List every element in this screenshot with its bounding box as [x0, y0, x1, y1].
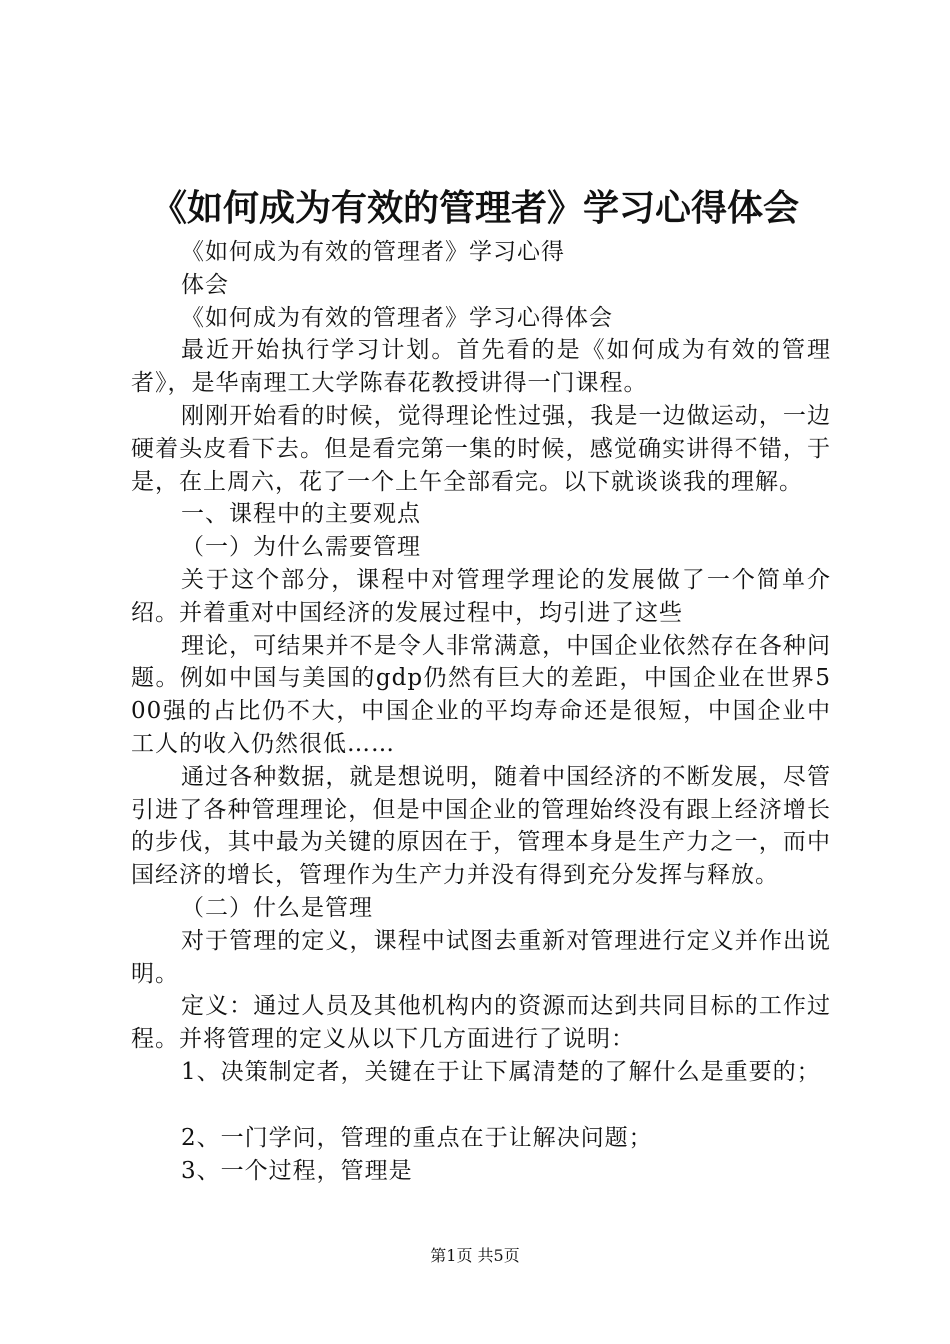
subsection-heading: （二）什么是管理: [181, 894, 373, 921]
paragraph: 关于这个部分，课程中对管理学理论的发展做了一个简单介绍。并着重对中国经济的发展过程中，均引进了这些: [131, 566, 831, 626]
list-item: 3、一个过程，管理是: [181, 1157, 413, 1184]
list-item: 1、决策制定者，关键在于让下属清楚的了解什么是重要的；: [181, 1058, 821, 1085]
subsection-heading: （一）为什么需要管理: [181, 534, 421, 561]
section-heading: 一、课程中的主要观点: [181, 501, 421, 528]
paragraph: 刚刚开始看的时候，觉得理论性过强，我是一边做运动，一边硬着头皮看下去。但是看完第一集的时候，感觉确实讲得不错，于是，在上周六，花了一个上午全部看完。以下就谈谈我的理解。: [131, 402, 831, 495]
paragraph: 理论，可结果并不是令人非常满意，中国企业依然存在各种问题。例如中国与美国的gdp仍然有巨大的差距，中国企业在世界500强的占比仍不大，中国企业的平均寿命还是很短，中国企业中工人的收入仍然很低……: [131, 632, 831, 757]
paragraph: 体会: [181, 271, 229, 298]
paragraph: 最近开始执行学习计划。首先看的是《如何成为有效的管理者》，是华南理工大学陈春花教授讲得一门课程。: [131, 337, 831, 397]
document-body: [131, 236, 831, 1187]
spacer: [131, 1089, 831, 1122]
page-footer: 第1页 共5页: [430, 1246, 520, 1265]
paragraph: 定义：通过人员及其他机构内的资源而达到共同目标的工作过程。并将管理的定义从以下几方面进行了说明：: [131, 993, 831, 1053]
document-title: 《如何成为有效的管理者》学习心得体会: [150, 187, 799, 229]
paragraph: 《如何成为有效的管理者》学习心得: [181, 239, 565, 265]
paragraph: 《如何成为有效的管理者》学习心得体会: [181, 304, 613, 331]
paragraph: 对于管理的定义，课程中试图去重新对管理进行定义并作出说明。: [131, 927, 831, 987]
paragraph: 通过各种数据，就是想说明，随着中国经济的不断发展，尽管引进了各种管理理论，但是中国企业的管理始终没有跟上经济增长的步伐，其中最为关键的原因在于，管理本身是生产力之一，而中国经济的增长，管理作为生产力并没有得到充分发挥与释放。: [131, 763, 831, 889]
list-item: 2、一门学问，管理的重点在于让解决问题；: [181, 1124, 653, 1151]
